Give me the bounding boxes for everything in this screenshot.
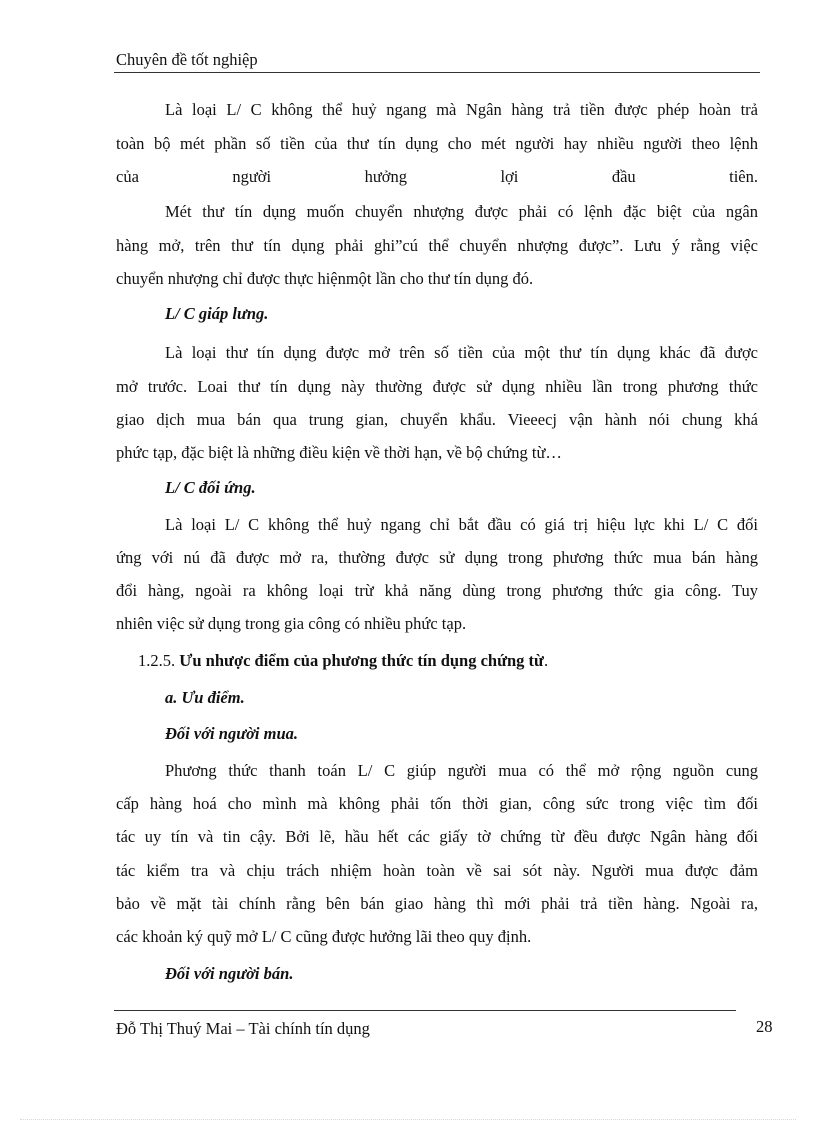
- section-number: 1.2.5.: [138, 651, 176, 670]
- paragraph-line: Là loại L/ C không thể huỷ ngang chỉ bắt đầu có giá trị hiệu lực khi L/ C đối: [165, 515, 758, 534]
- paragraph-line: Phương thức thanh toán L/ C giúp người mua có thể mở rộng nguồn cung: [165, 761, 758, 780]
- section-title: Ưu nhược điểm của phương thức tín dụng chứng từ: [179, 651, 544, 670]
- header-title: Chuyên đề tốt nghiệp: [116, 50, 258, 69]
- paragraph-line: chuyển nhượng chỉ được thực hiệnmột lần cho thư tín dụng đó.: [116, 269, 534, 288]
- paragraph-line: cấp hàng hoá cho mình mà không phải tốn thời gian, công sức trong việc tìm đối: [116, 794, 758, 813]
- paragraph-line: phức tạp, đặc biệt là những điều kiện về thời hạn, về bộ chứng từ…: [116, 443, 562, 462]
- page-bottom-border: [20, 1119, 796, 1120]
- footer-author: Đỗ Thị Thuý Mai – Tài chính tín dụng: [116, 1019, 370, 1038]
- paragraph-line: các khoản ký quỹ mở L/ C cũng được hưởng lãi theo quy định.: [116, 927, 532, 946]
- paragraph-line: nhiên việc sử dụng trong gia công có nhiều phức tạp.: [116, 614, 467, 633]
- paragraph-line: ứng với nú đã được mở ra, thường được sử dụng trong phương thức mua bán hàng: [116, 548, 758, 567]
- subheading-back-to-back-lc: L/ C giáp lưng.: [165, 304, 269, 323]
- section-period: .: [543, 651, 549, 670]
- paragraph-line: hàng mở, trên thư tín dụng phải ghi”cú thể chuyển nhượng được”. Lưu ý rằng việc: [116, 236, 758, 255]
- paragraph-line: bảo về mặt tài chính rằng bên bán giao hàng thì mới phải trả tiền hàng. Ngoài ra,: [116, 894, 758, 913]
- subheading-buyer: Đối với người mua.: [165, 724, 299, 743]
- footer-rule: [114, 1010, 736, 1011]
- header-rule: [114, 72, 760, 73]
- paragraph-line: tác uy tín và tin cậy. Bởi lẽ, hầu hết các giấy tờ chứng từ đều được Ngân hàng đối: [116, 827, 758, 846]
- paragraph-line: giao dịch mua bán qua trung gian, chuyển khẩu. Vieeecj vận hành nói chung khá: [116, 410, 758, 429]
- subheading-reciprocal-lc: L/ C đối ứng.: [165, 478, 256, 497]
- paragraph-line: Là loại thư tín dụng được mở trên số tiền của một thư tín dụng khác đã được: [165, 343, 758, 362]
- paragraph-line: mở trước. Loai thư tín dụng này thường được sử dụng nhiều lần trong phương thức: [116, 377, 758, 396]
- paragraph-line: của người hưởng lợi đầu tiên.: [116, 167, 758, 186]
- paragraph-line: đổi hàng, ngoài ra không loại trừ khả năng dùng trong phương thức gia công. Tuy: [116, 581, 758, 600]
- paragraph-line: Là loại L/ C không thể huỷ ngang mà Ngân hàng trả tiền được phép hoàn trả: [165, 100, 758, 119]
- section-heading: [138, 650, 758, 672]
- subheading-advantages: a. Ưu điểm.: [165, 688, 245, 707]
- paragraph-line: Mét thư tín dụng muốn chuyển nhượng được phải có lệnh đặc biệt của ngân: [165, 202, 758, 221]
- paragraph-line: tác kiểm tra và chịu trách nhiệm hoàn toàn về sai sót này. Người mua được đảm: [116, 861, 758, 880]
- paragraph-line: toàn bộ mét phần số tiền của thư tín dụng cho mét người hay nhiều người theo lệnh: [116, 134, 758, 153]
- subheading-seller: Đối với người bán.: [165, 964, 294, 983]
- page-number: 28: [756, 1017, 773, 1036]
